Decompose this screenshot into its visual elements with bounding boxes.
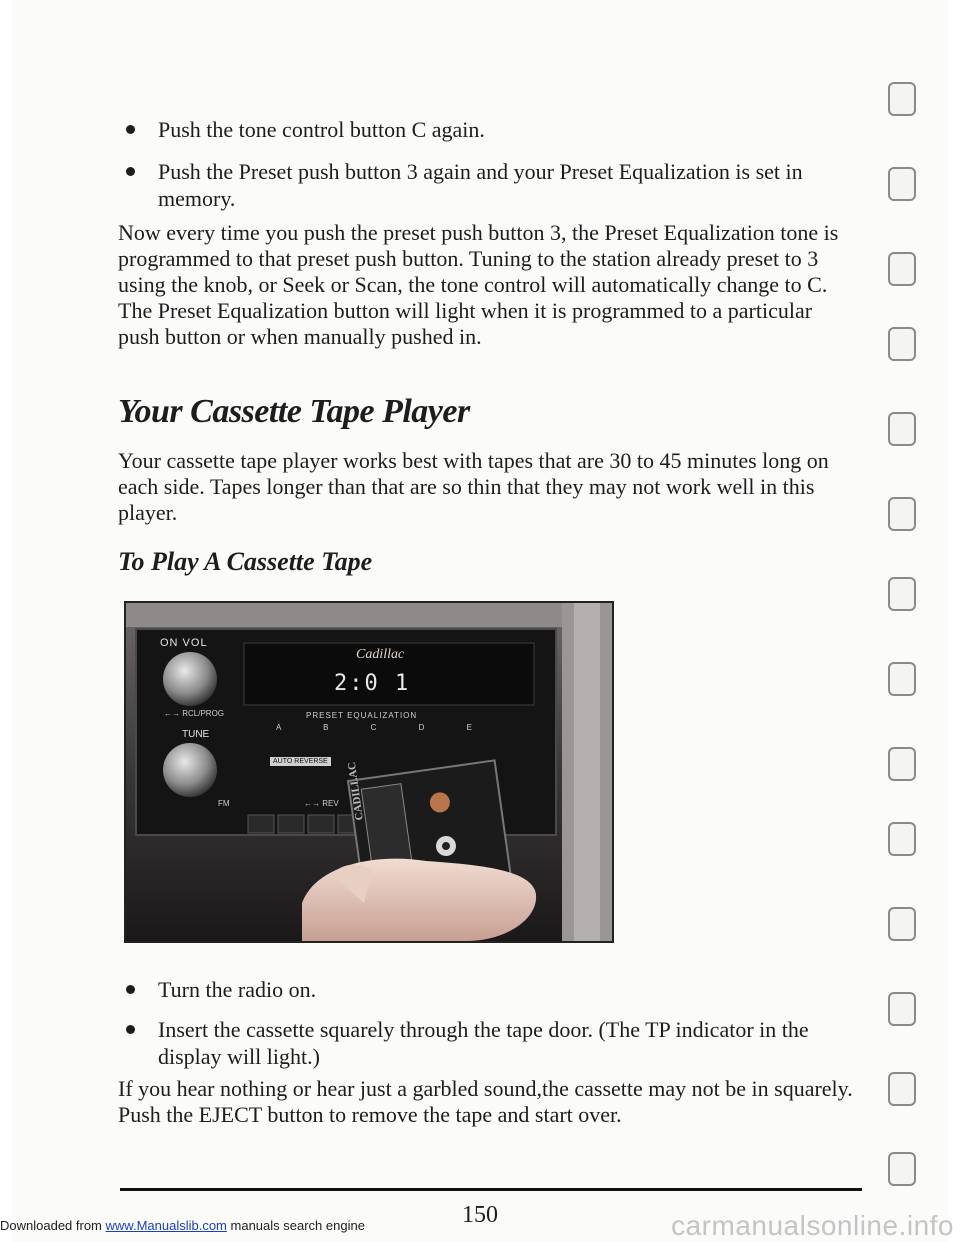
index-tab (888, 747, 916, 781)
index-tab (888, 577, 916, 611)
cassette-label: CADILLAC (345, 761, 366, 821)
bullet-dot (126, 985, 135, 994)
section-heading: Your Cassette Tape Player (118, 393, 470, 430)
bullet-dot (126, 125, 135, 134)
index-tab (888, 327, 916, 361)
bullet-text: Insert the cassette squarely through the tape door. (The TP indicator in the display will light.) (158, 1017, 809, 1069)
brand-logo: Cadillac (356, 647, 405, 662)
bullet-text: Turn the radio on. (158, 977, 317, 1002)
index-tab (888, 1072, 916, 1106)
download-footer (0, 1218, 365, 1233)
page-number: 150 (462, 1202, 498, 1228)
paragraph-tape-length: Your cassette tape player works best with tapes that are 30 to 45 minutes long on each side. Tapes longer than that are so thin that they may not work well in this player. (118, 448, 829, 525)
footer-rule (120, 1188, 862, 1191)
index-tab (888, 497, 916, 531)
list-item (124, 976, 854, 1003)
index-tab (888, 252, 916, 286)
manual-page (12, 0, 948, 1242)
bullet-text: Push the tone control button C again. (158, 117, 485, 142)
index-tab (888, 822, 916, 856)
index-tab (888, 1152, 916, 1186)
bullet-dot (126, 167, 135, 176)
paragraph-eject: If you hear nothing or hear just a garbled sound,the cassette may not be in squarely. Push the EJECT button to remove the tape and start over. (118, 1076, 853, 1127)
tune-label: TUNE (182, 729, 210, 740)
fm-label: FM (218, 799, 230, 808)
preset-letters: A B C D E (276, 723, 473, 732)
volume-knob (163, 652, 217, 706)
index-tab (888, 82, 916, 116)
tune-knob (163, 743, 217, 797)
list-item (124, 116, 854, 143)
paragraph-preset-equalization: Now every time you push the preset push button 3, the Preset Equalization tone is programmed to that preset push button. Tuning to the station already preset to 3 using the knob, or Seek or Scan, the tone control will automatically change to C. The Preset Equalization button will light when it is programmed to a particular push button or when manually pushed in. (118, 220, 839, 349)
index-tab (888, 992, 916, 1026)
bullet-text: Push the Preset push button 3 again and your Preset Equalization is set in memory. (158, 159, 803, 211)
subsection-heading: To Play A Cassette Tape (118, 547, 373, 576)
index-tab (888, 167, 916, 201)
rev-label: ←→ REV (304, 799, 339, 808)
index-tab (888, 907, 916, 941)
auto-reverse-button: AUTO REVERSE (270, 757, 331, 766)
preset-equalization-label: PRESET EQUALIZATION (306, 711, 418, 720)
index-tab (888, 412, 916, 446)
list-item (124, 1016, 854, 1070)
list-item (124, 158, 854, 212)
rcl-prog-label: ←→ RCL/PROG (164, 709, 225, 718)
cassette-player-photo (124, 601, 614, 943)
bullet-dot (126, 1025, 135, 1034)
footer-prefix: Downloaded from (0, 1218, 102, 1233)
watermark: carmanualsonline.info (671, 1210, 954, 1241)
index-tab (888, 662, 916, 696)
manualslib-link[interactable]: www.Manualslib.com (105, 1218, 227, 1233)
on-vol-label: ON VOL (160, 637, 208, 649)
footer-suffix: manuals search engine (230, 1218, 365, 1233)
display-frequency: 2:0 1 (334, 671, 411, 696)
